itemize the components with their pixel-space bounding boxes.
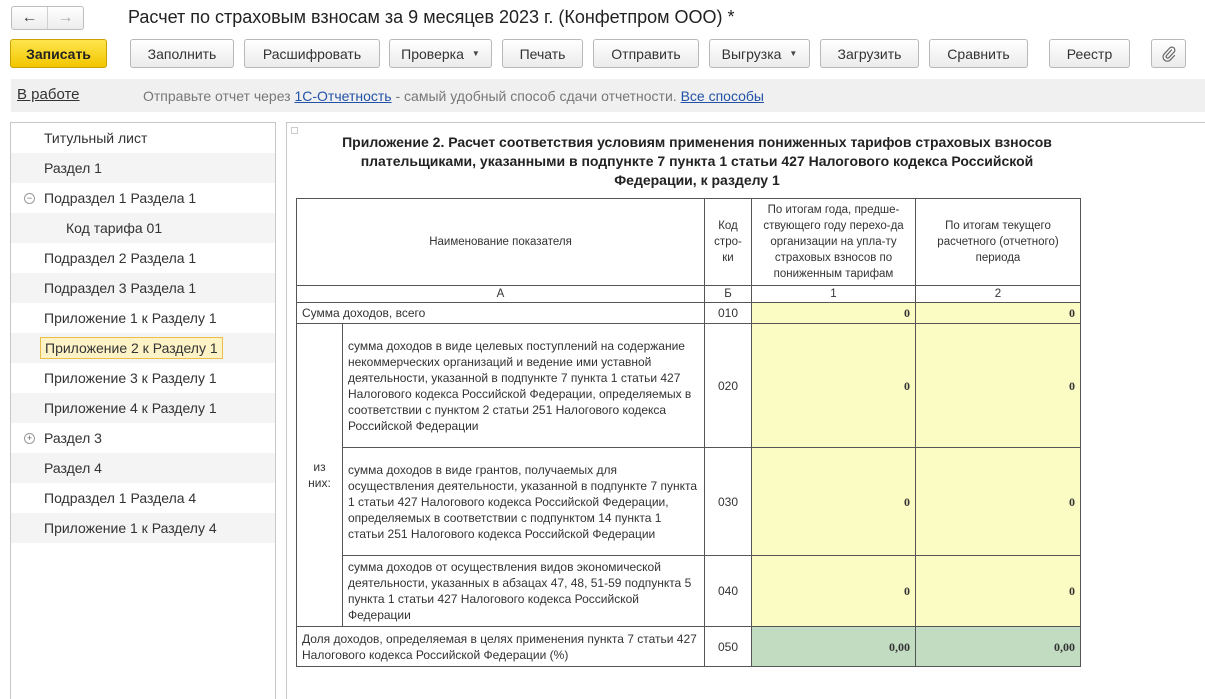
tree-item[interactable] — [11, 273, 275, 303]
tree-item-label: Подраздел 1 Раздела 4 — [44, 490, 197, 506]
value-cell-col2[interactable]: 0 — [916, 556, 1081, 627]
header-code: Код стро-ки — [705, 199, 752, 286]
index-a: А — [297, 286, 705, 303]
value-cell-col1[interactable]: 0 — [752, 556, 916, 627]
tree-item[interactable] — [11, 483, 275, 513]
collapse-icon[interactable]: − — [24, 193, 35, 204]
row-name: сумма доходов в виде целевых поступлений на содержание некоммерческих организаций и ведение ими уставной деятельности, указанной в подпункте 7 пункта 1 статьи 427 Налогового кодекса Российской Федерации, определяемых в соответствии с пунктом 2 статьи 251 Налогового кодекса Российской Федерации — [343, 324, 705, 448]
title-bar — [0, 0, 1205, 38]
row-name: сумма доходов от осуществления видов экономической деятельности, указанных в абзацах 47, 48, 51-59 подпункта 5 пункта 1 статьи 427 Налогового кодекса Российской Федерации — [343, 556, 705, 627]
tree-item-label: Подраздел 2 Раздела 1 — [44, 250, 197, 266]
tree-item[interactable] — [11, 453, 275, 483]
tree-item[interactable] — [11, 243, 275, 273]
paperclip-icon — [1161, 46, 1177, 62]
service-link[interactable]: 1С-Отчетность — [294, 88, 392, 104]
status-link[interactable]: В работе — [17, 86, 80, 103]
report-form — [286, 122, 1205, 699]
tree-item[interactable] — [11, 363, 275, 393]
tree-item-label: Подраздел 3 Раздела 1 — [44, 280, 197, 296]
expand-icon[interactable]: + — [24, 433, 35, 444]
form-title-line: Федерации, к разделу 1 — [614, 172, 780, 188]
import-button[interactable]: Загрузить — [820, 39, 919, 68]
info-message — [143, 88, 764, 104]
tree-item[interactable] — [11, 153, 275, 183]
form-title-line: плательщиками, указанными в подпункте 7 пункта 1 статьи 427 Налогового кодекса Российской — [360, 153, 1034, 169]
tree-item[interactable] — [11, 123, 275, 153]
computed-cell-col2: 0,00 — [916, 627, 1081, 667]
fill-button[interactable]: Заполнить — [130, 39, 234, 68]
row-name: Сумма доходов, всего — [297, 303, 705, 324]
row-code: 010 — [705, 303, 752, 324]
index-2: 2 — [916, 286, 1081, 303]
form-title — [297, 133, 1097, 190]
index-1: 1 — [752, 286, 916, 303]
sections-tree — [10, 122, 276, 699]
tree-item[interactable] — [11, 213, 275, 243]
window-title: Расчет по страховым взносам за 9 месяцев 2023 г. (Конфетпром ООО) * — [128, 7, 735, 27]
arrow-right-icon[interactable]: → — [47, 7, 83, 29]
row-name: сумма доходов в виде грантов, получаемых для осуществления деятельности, указанной в подпункте 7 пункта 1 статьи 427 Налогового кодекса Российской Федерации, определяемых в соответствии с подпунктом 14 пункта 1 статьи 251 Налогового кодекса Российской Федерации — [343, 448, 705, 556]
caret-down-icon: ▼ — [471, 49, 480, 58]
table-row — [297, 324, 1081, 448]
info-text-before: Отправьте отчет через — [143, 88, 295, 104]
all-methods-link[interactable]: Все способы — [680, 88, 764, 104]
send-button[interactable]: Отправить — [593, 39, 699, 68]
row-code: 030 — [705, 448, 752, 556]
tree-item-label: Раздел 1 — [44, 160, 102, 176]
table-row — [297, 556, 1081, 627]
print-button[interactable]: Печать — [502, 39, 583, 68]
header-col2: По итогам текущего расчетного (отчетного) периода — [916, 199, 1081, 286]
row-code: 050 — [705, 627, 752, 667]
value-cell-col2[interactable]: 0 — [916, 448, 1081, 556]
value-cell-col1[interactable]: 0 — [752, 324, 916, 448]
tree-item[interactable] — [11, 183, 275, 213]
tree-item[interactable] — [11, 393, 275, 423]
table-row — [297, 303, 1081, 324]
export-dropdown-button[interactable] — [709, 39, 810, 68]
tree-item[interactable] — [11, 423, 275, 453]
of-them-label: из них: — [297, 324, 343, 627]
info-text-after: - самый удобный способ сдачи отчетности. — [391, 88, 681, 104]
row-code: 040 — [705, 556, 752, 627]
decode-button[interactable]: Расшифровать — [244, 39, 380, 68]
table-index-row — [297, 286, 1081, 303]
computed-cell-col1: 0,00 — [752, 627, 916, 667]
command-bar — [0, 38, 1205, 70]
header-name: Наименование показателя — [297, 199, 705, 286]
table-row — [297, 448, 1081, 556]
tree-item-label: Код тарифа 01 — [66, 220, 163, 236]
info-bar — [11, 79, 1205, 112]
tree-item-label: Приложение 1 к Разделу 4 — [44, 520, 217, 536]
indicators-table — [296, 198, 1081, 667]
row-name: Доля доходов, определяемая в целях применения пункта 7 статьи 427 Налогового кодекса Российской Федерации (%) — [297, 627, 705, 667]
check-dropdown-button[interactable] — [389, 39, 492, 68]
tree-item[interactable] — [11, 303, 275, 333]
navigation-buttons — [11, 6, 84, 30]
arrow-left-icon[interactable]: ← — [21, 9, 38, 26]
row-code: 020 — [705, 324, 752, 448]
tree-item-label: Титульный лист — [44, 130, 148, 146]
tree-item-label: Приложение 4 к Разделу 1 — [44, 400, 217, 416]
tree-item-selected[interactable] — [11, 333, 275, 363]
save-button[interactable]: Записать — [10, 39, 107, 68]
header-col1: По итогам года, предше-ствующего году перехо-да организации на упла-ту страховых взносов по пониженным тарифам — [752, 199, 916, 286]
index-b: Б — [705, 286, 752, 303]
check-label: Проверка — [401, 45, 464, 62]
value-cell-col1[interactable]: 0 — [752, 303, 916, 324]
tree-item-label: Приложение 1 к Разделу 1 — [44, 310, 217, 326]
attach-button[interactable] — [1151, 39, 1186, 68]
value-cell-col2[interactable]: 0 — [916, 324, 1081, 448]
tree-item[interactable] — [11, 513, 275, 543]
value-cell-col2[interactable]: 0 — [916, 303, 1081, 324]
table-header-row — [297, 199, 1081, 286]
value-cell-col1[interactable]: 0 — [752, 448, 916, 556]
table-row — [297, 627, 1081, 667]
form-title-line: Приложение 2. Расчет соответствия условиям применения пониженных тарифов страховых взносов — [342, 134, 1052, 150]
tree-item-label: Раздел 3 — [44, 430, 102, 446]
tree-item-label: Приложение 2 к Разделу 1 — [40, 337, 223, 359]
tree-item-label: Приложение 3 к Разделу 1 — [44, 370, 217, 386]
registry-button[interactable]: Реестр — [1049, 39, 1130, 68]
export-label: Выгрузка — [721, 45, 782, 62]
caret-down-icon: ▼ — [789, 49, 798, 58]
compare-button[interactable]: Сравнить — [929, 39, 1028, 68]
tree-item-label: Подраздел 1 Раздела 1 — [44, 190, 197, 206]
tree-item-label: Раздел 4 — [44, 460, 102, 476]
